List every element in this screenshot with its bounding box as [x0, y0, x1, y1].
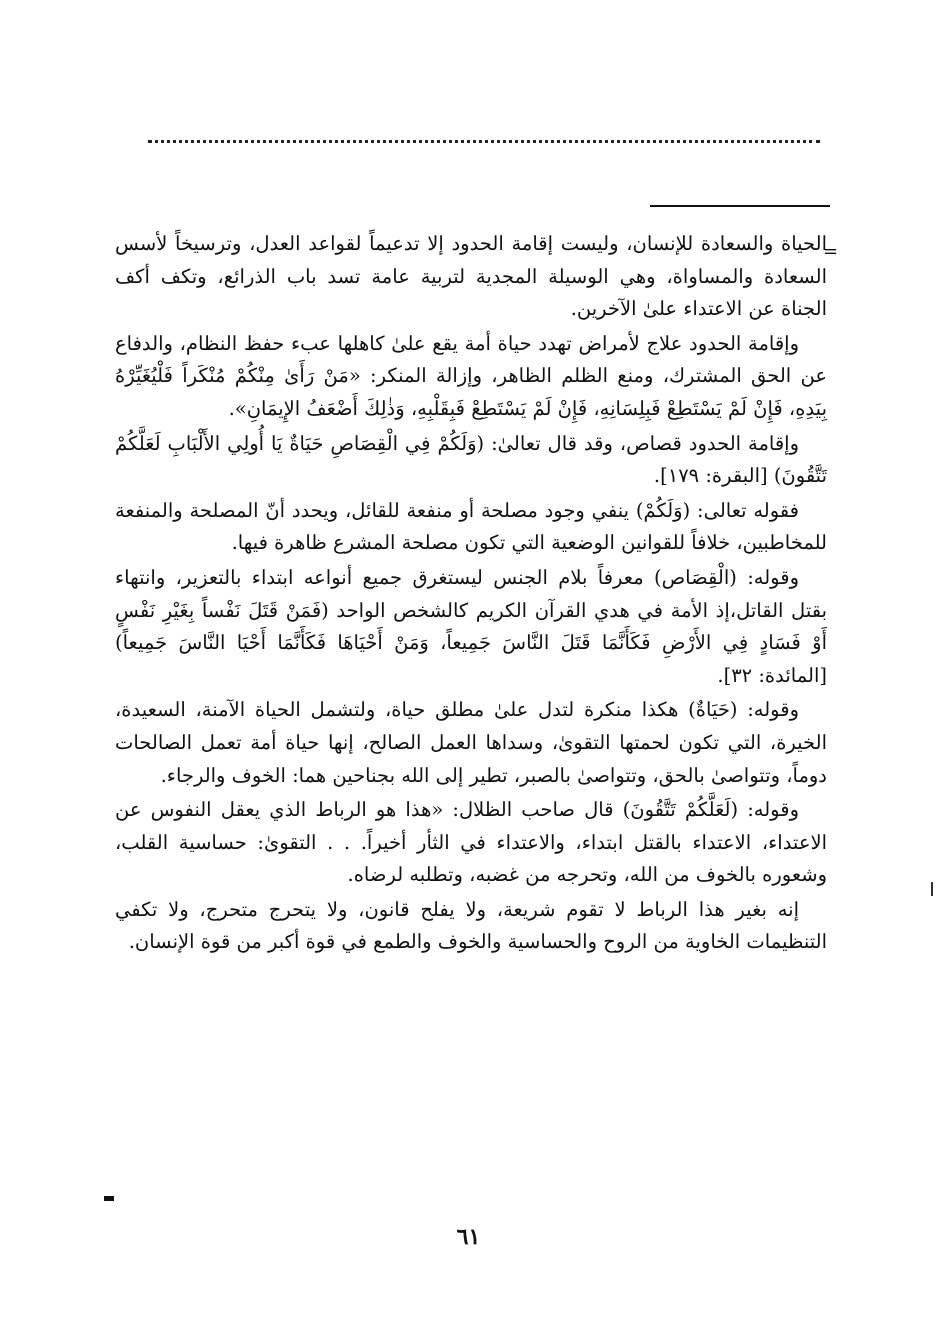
dotted-separator	[148, 140, 820, 154]
paragraph-7: وقوله: (لَعَلَّكُمْ تَتَّقُونَ) قال صاحب الظلال: «هذا هو الرباط الذي يعقل النفوس عن الاعتداء، الاعتداء بالقتل ابتداء، والاعتداء في الثأر أخيراً. . . التقوىٰ: حساسية القلب، وشعوره بالخوف من الله، وتحرجه من غضبه، وتطلبه لرضاه.	[115, 798, 827, 887]
paragraph-5: وقوله: (الْقِصَاص) معرفاً بلام الجنس ليستغرق جميع أنواعه ابتداء بالتعزير، وانتهاء بقتل القاتل،إذ الأمة في هدي القرآن الكريم كالشخص الواحد (فَمَنْ قَتَلَ نَفْساً بِغَيْرِ نَفْسٍ أَوْ فَسَادٍ فِي الأَرْضِ فَكَأَنَّمَا قَتَلَ النَّاسَ جَمِيعاً، وَمَنْ أَحْيَاهَا فَكَأَنَّمَا أَحْيَا النَّاسَ جَمِيعاً) [المائدة: ٣٢].	[115, 565, 827, 687]
footnote-rule	[650, 205, 830, 207]
paragraph-2: وإقامة الحدود علاج لأمراض تهدد حياة أمة يقع علىٰ كاهلها عبء حفظ النظام، والدفاع عن الحق المشترك، ومنع الظلم الظاهر، وإزالة المنكر: «مَنْ رَأَىٰ مِنْكُمْ مُنْكَراً فَلْيُغَيِّرْهُ بِيَدِهِ، فَإِنْ لَمْ يَسْتَطِعْ فَبِلِسَانِهِ، فَإِنْ لَمْ يَسْتَطِعْ فَبِقَلْبِهِ، وَذٰلِكَ أَضْعَفُ الإِيمَانِ».	[115, 331, 827, 420]
continuation-marker: =	[823, 241, 839, 262]
margin-tick	[931, 882, 933, 896]
paragraph-4: فقوله تعالى: (وَلَكُمْ) ينفي وجود مصلحة أو منفعة للقائل، ويحدد أنّ المصلحة والمنفعة للمخاطبين، خلافاً للقوانين الوضعية التي تكون مصلحة المشرع ظاهرة فيها.	[115, 498, 827, 555]
paragraph-3: وإقامة الحدود قصاص، وقد قال تعالىٰ: (وَلَكُمْ فِي الْقِصَاصِ حَيَاةٌ يَا أُولِي الأَلْبَابِ لَعَلَّكُمْ تَتَّقُونَ) [البقرة: ١٧٩].	[115, 431, 827, 488]
paragraph-6: وقوله: (حَيَاةٌ) هكذا منكرة لتدل علىٰ مطلق حياة، ولتشمل الحياة الآمنة، السعيدة، الخيرة، التي تكون لحمتها التقوىٰ، وسداها العمل الصالح، إنها حياة أمة تعمل الصالحات دوماً، وتتواصىٰ بالحق، وتتواصىٰ بالصبر، تطير إلى الله بجناحين هما: الخوف والرجاء.	[115, 698, 827, 787]
paragraph-1: الحياة والسعادة للإنسان، وليست إقامة الحدود إلا تدعيماً لقواعد العدل، وترسيخاً لأسس السعادة والمساواة، وهي الوسيلة المجدية لتربية عامة تسد باب الذرائع، وتكف أكف الجناة عن الاعتداء علىٰ الآخرين.	[115, 232, 827, 321]
end-marker	[104, 1196, 114, 1201]
paragraph-8: إنه بغير هذا الرباط لا تقوم شريعة، ولا يفلح قانون، ولا يتحرج متحرج، ولا تكفي التنظيمات الخاوية من الروح والحساسية والخوف والطمع في قوة أكبر من قوة الإنسان.	[115, 897, 827, 954]
footnote-body	[115, 228, 827, 961]
page-number: ٦١	[456, 1224, 481, 1250]
